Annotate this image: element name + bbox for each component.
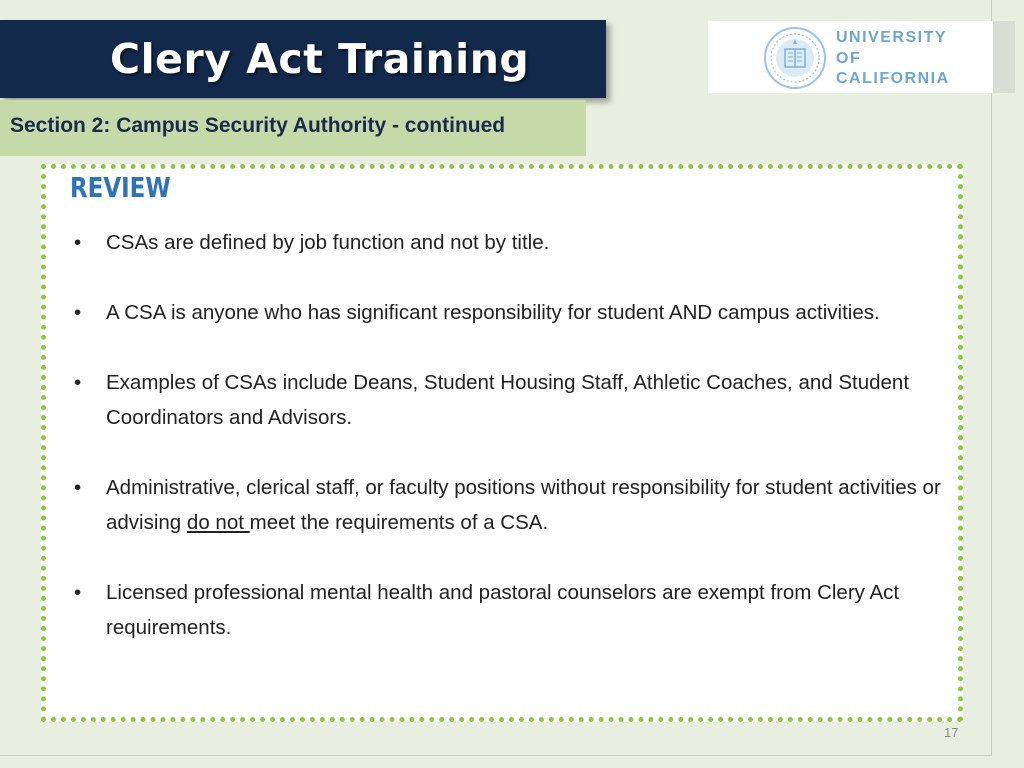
bullet-icon: • xyxy=(74,476,82,499)
logo-side-tab xyxy=(993,21,1015,93)
bullet-text: A CSA is anyone who has significant responsibility for student AND campus activities. xyxy=(106,301,880,324)
university-logo xyxy=(708,21,993,93)
university-seal-icon xyxy=(764,27,826,89)
bullet-text-after: meet the requirements of a CSA. xyxy=(249,511,549,534)
logo-line-of: OF xyxy=(836,49,862,67)
section-subtitle: Section 2: Campus Security Authority - continued xyxy=(10,114,506,137)
bullet-text: Examples of CSAs include Deans, Student Housing Staff, Athletic Coaches, and Student Coordinators and Advisors. xyxy=(106,371,910,429)
list-item xyxy=(66,575,966,645)
review-heading: REVIEW xyxy=(70,171,171,204)
bullet-underlined-text: do not xyxy=(186,511,250,534)
logo-line-california: CALIFORNIA xyxy=(836,70,950,87)
page-number: 17 xyxy=(944,725,959,740)
list-item xyxy=(66,295,966,330)
slide-title: Clery Act Training xyxy=(110,35,530,83)
list-item xyxy=(66,470,966,540)
bullet-text-before: Administrative, clerical staff, or faculty positions without responsibility for student activities or advising xyxy=(106,476,941,534)
list-item xyxy=(66,225,966,260)
subtitle-band xyxy=(0,100,586,156)
title-banner xyxy=(0,20,606,98)
list-item xyxy=(66,365,966,435)
review-content-box xyxy=(41,164,963,722)
review-bullet-list xyxy=(66,225,966,680)
bullet-text: CSAs are defined by job function and not by title. xyxy=(106,231,550,254)
bullet-icon: • xyxy=(74,581,82,604)
university-name xyxy=(836,28,950,90)
bullet-text: Licensed professional mental health and pastoral counselors are exempt from Clery Act requirements. xyxy=(106,581,900,639)
bullet-icon: • xyxy=(74,371,82,394)
bullet-icon: • xyxy=(74,231,82,254)
logo-line-university: UNIVERSITY xyxy=(836,29,948,46)
bullet-icon: • xyxy=(74,301,82,324)
